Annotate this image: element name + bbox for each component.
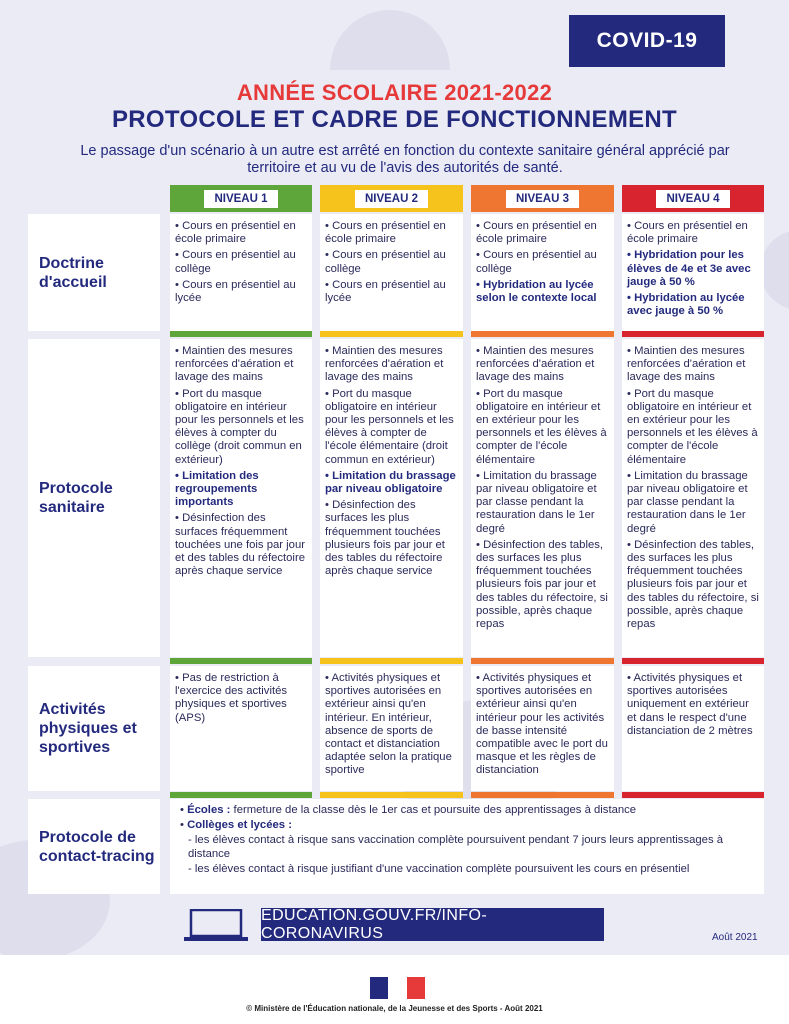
ecoles-text: fermeture de la classe dès le 1er cas et poursuite des apprentissages à distance — [230, 804, 637, 816]
cell-item: • Maintien des mesures renforcées d'aération et lavage des mains — [627, 345, 746, 384]
level-1-divider — [170, 792, 312, 798]
cell-item: • Limitation du brassage par niveau obligatoire et par classe pendant la restauration dans le 1er degré — [476, 469, 597, 535]
cell-item: • Activités physiques et sportives autorisées en extérieur ainsi qu'en intérieur. En intérieur, absence de sports de contact et distanciation adaptée selon la pratique sportive — [325, 672, 452, 777]
info-coronavirus-link[interactable]: EDUCATION.GOUV.FR/INFO-CORONAVIRUS — [261, 908, 604, 941]
flag-red-stripe — [407, 977, 425, 999]
colleges-rule-1: - les élèves contact à risque sans vaccination complète poursuivent pendant 7 jours leurs apprentissages à distance — [188, 834, 724, 860]
doctrine-cell-level-1 — [170, 214, 312, 331]
level-2-divider — [320, 331, 463, 337]
cell-item: • Désinfection des tables, des surfaces les plus fréquemment touchées plusieurs fois par jour et des tables du réfectoire, si possible, après chaque repas — [627, 538, 759, 631]
cell-item: • Cours en présentiel en école primaire — [175, 220, 296, 246]
cell-item: • Maintien des mesures renforcées d'aération et lavage des mains — [325, 345, 444, 384]
ecoles-label: Écoles : — [187, 804, 231, 816]
cell-item: • Maintien des mesures renforcées d'aération et lavage des mains — [476, 345, 595, 384]
title-protocol: PROTOCOLE ET CADRE DE FONCTIONNEMENT — [111, 106, 678, 133]
cell-item: • Cours en présentiel au collège — [175, 249, 296, 275]
row-label-contact-tracing: Protocole de contact-tracing — [28, 799, 160, 894]
cell-item: • Hybridation au lycée selon le contexte local — [476, 278, 597, 305]
cell-item: • Activités physiques et sportives autorisées uniquement en extérieur et dans le respect d'une distanciation de 2 mètres — [627, 672, 753, 737]
title-school-year: ANNÉE SCOLAIRE 2021-2022 — [236, 80, 553, 105]
cell-item: • Activités physiques et sportives autorisées en extérieur ainsi qu'en intérieur pour les activités de basse intensité compatible avec le port du masque et les règles de distanciation — [476, 672, 608, 777]
row-label-activites: Activités physiques et sportives — [28, 666, 160, 791]
sanitaire-cell-level-4 — [622, 339, 764, 657]
level-2-divider — [320, 658, 463, 664]
cell-item: • Cours en présentiel au collège — [325, 249, 446, 275]
background-virus-shape — [330, 10, 450, 70]
doctrine-cell-level-2 — [320, 214, 463, 331]
background-virus-shape — [760, 230, 789, 310]
cell-item: • Désinfection des surfaces les plus fréquemment touchées plusieurs fois par jour et des tables du réfectoire après chaque service — [325, 499, 445, 578]
level-3-divider — [471, 792, 614, 798]
cell-item: • Désinfection des surfaces fréquemment touchées une fois par jour et des tables du réfectoire après chaque service — [175, 512, 305, 578]
cell-item: • Port du masque obligatoire en intérieur pour les personnels et les élèves à compter du collège (droit commun en extérieur) — [175, 387, 304, 466]
activites-cell-level-2 — [320, 666, 463, 791]
sanitaire-cell-level-2 — [320, 339, 463, 657]
laptop-icon — [183, 909, 249, 943]
republique-francaise-logo — [370, 977, 425, 999]
publication-date: Août 2021 — [712, 932, 758, 943]
colleges-label: Collèges et lycées : — [187, 819, 292, 832]
level-4-divider — [622, 792, 764, 798]
level-4-label: NIVEAU 4 — [656, 190, 729, 208]
level-4-divider — [622, 658, 764, 664]
cell-item: • Port du masque obligatoire en intérieur et en extérieur pour les personnels et les élèves à compter de l'école élémentaire — [627, 387, 758, 466]
cell-item: • Cours en présentiel au lycée — [175, 278, 296, 305]
cell-item: • Port du masque obligatoire en intérieur et en extérieur pour les personnels et les élèves à compter de l'école élémentaire — [476, 387, 607, 466]
cell-item: • Désinfection des tables, des surfaces les plus fréquemment touchées plusieurs fois par jour et des tables du réfectoire, si possible, après chaque repas — [476, 538, 608, 631]
flag-white-stripe — [388, 977, 406, 999]
level-1-divider — [170, 331, 312, 337]
activites-cell-level-4 — [622, 666, 764, 791]
doctrine-cell-level-3 — [471, 214, 614, 331]
activites-cell-level-1 — [170, 666, 312, 791]
cell-item: • Pas de restriction à l'exercice des activités physiques et sportives (APS) — [175, 672, 288, 724]
cell-item: • Hybridation pour les élèves de 4e et 3e avec jauge à 50 % — [627, 249, 751, 288]
level-1-header — [170, 185, 312, 212]
level-1-label: NIVEAU 1 — [204, 190, 277, 208]
ecoles-line: • Écoles : fermeture de la classe dès le 1er cas et poursuite des apprentissages à distance — [180, 804, 637, 816]
cell-item: • Cours en présentiel en école primaire — [476, 220, 597, 246]
level-4-header — [622, 185, 764, 212]
level-2-header — [320, 185, 463, 212]
covid-badge: COVID-19 — [569, 15, 725, 67]
cell-item: • Cours en présentiel en école primaire — [627, 220, 748, 246]
level-4-divider — [622, 331, 764, 337]
level-3-label: NIVEAU 3 — [506, 190, 579, 208]
colleges-line: • Collèges et lycées : — [180, 819, 292, 832]
flag-blue-stripe — [370, 977, 388, 999]
cell-item: • Limitation des regroupements importants — [175, 469, 259, 509]
copyright-text: © Ministère de l'Éducation nationale, de la Jeunesse et des Sports - Août 2021 — [246, 1004, 543, 1013]
sanitaire-cell-level-3 — [471, 339, 614, 657]
row-label-sanitaire: Protocole sanitaire — [28, 339, 160, 657]
doctrine-cell-level-4 — [622, 214, 764, 331]
cell-item: • Limitation du brassage par niveau obligatoire et par classe pendant la restauration dans le 1er degré — [627, 469, 748, 535]
cell-item: • Cours en présentiel en école primaire — [325, 220, 446, 246]
level-3-header — [471, 185, 614, 212]
cell-item: • Limitation du brassage par niveau obligatoire — [325, 469, 456, 496]
level-3-divider — [471, 331, 614, 337]
sanitaire-cell-level-1 — [170, 339, 312, 657]
level-3-divider — [471, 658, 614, 664]
level-1-divider — [170, 658, 312, 664]
level-2-divider — [320, 792, 463, 798]
cell-item: • Cours en présentiel au lycée — [325, 278, 446, 305]
colleges-rule-2: - les élèves contact à risque justifiant d'une vaccination complète poursuivent les cours en présentiel — [188, 862, 690, 875]
row-label-doctrine: Doctrine d'accueil — [28, 214, 160, 331]
intro-text: Le passage d'un scénario à un autre est arrêté en fonction du contexte sanitaire général apprécié par territoire et au vu de l'avis des autorités de santé. — [80, 143, 730, 176]
cell-item: • Cours en présentiel au collège — [476, 249, 597, 275]
cell-item: • Hybridation au lycée avec jauge à 50 % — [627, 292, 745, 318]
level-2-label: NIVEAU 2 — [355, 190, 428, 208]
contact-tracing-cell — [170, 799, 764, 894]
cell-item: • Maintien des mesures renforcées d'aération et lavage des mains — [175, 345, 294, 384]
activites-cell-level-3 — [471, 666, 614, 791]
cell-item: • Port du masque obligatoire en intérieur pour les personnels et les élèves à compter de l'école élémentaire (droit commun en extérieur) — [325, 387, 454, 466]
